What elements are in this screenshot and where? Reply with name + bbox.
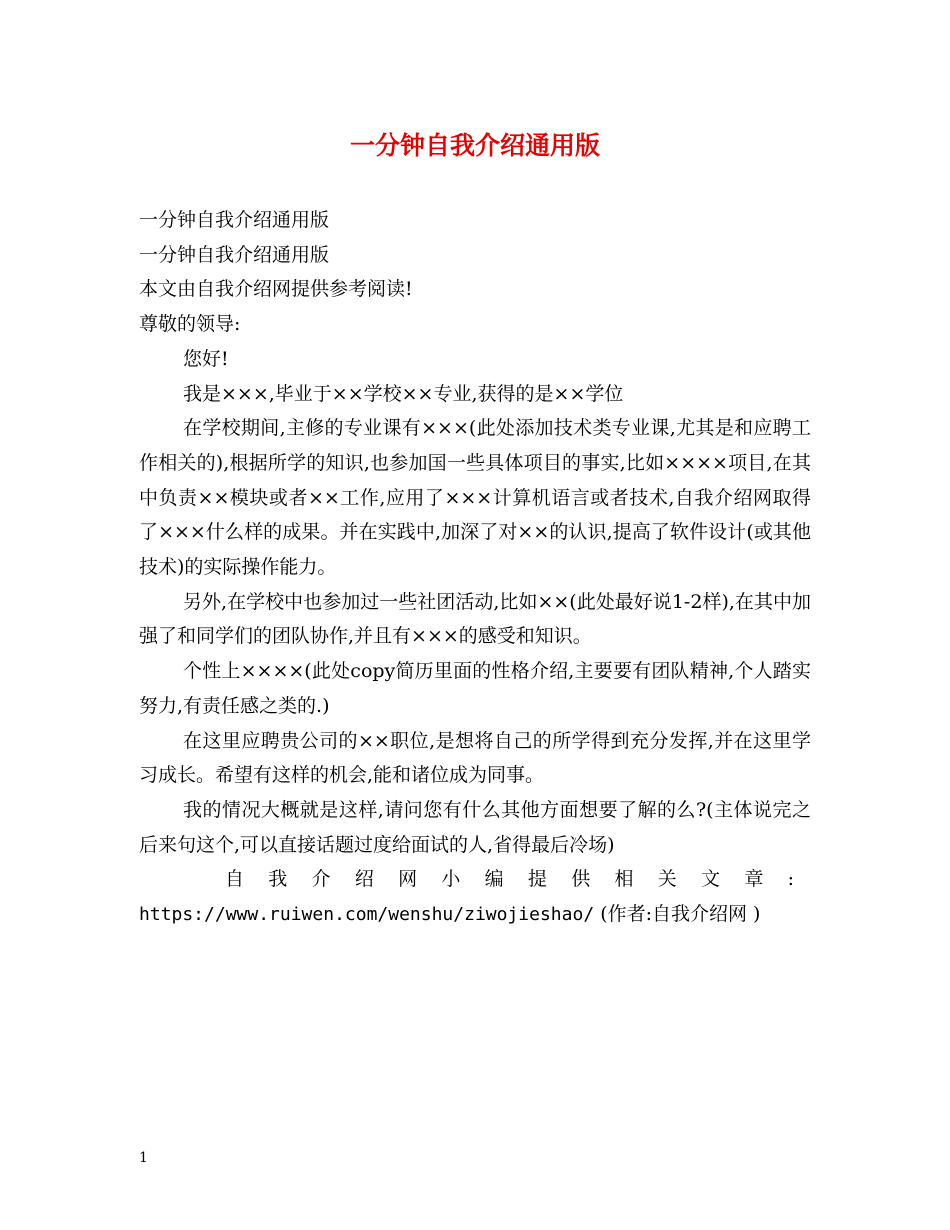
page-number: 1 <box>139 1150 148 1166</box>
source-label: 自我介绍网小编提供相关文章: <box>225 868 811 891</box>
paragraph-activities: 另外,在学校中也参加过一些社团活动,比如××(此处最好说1-2样),在其中加强了和同学们的团队协作,并且有×××的感受和知识。 <box>139 590 811 648</box>
paragraph-studies: 在学校期间,主修的专业课有×××(此处添加技术类专业课,尤其是和应聘工作相关的),根据所学的知识,也参加国一些具体项目的事实,比如××××项目,在其中负责××模块或者××工作,应用了×××计算机语言或者技术,自我介绍网取得了×××什么样的成果。并在实践中,加深了对××的认识,提高了软件设计(或其他技术)的实际操作能力。 <box>139 417 811 579</box>
intro-line: 本文由自我介绍网提供参考阅读! <box>139 278 413 301</box>
paragraph-goal: 在这里应聘贵公司的××职位,是想将自己的所学得到充分发挥,并在这里学习成长。希望有这样的机会,能和诸位成为同事。 <box>139 729 811 787</box>
source-author: (作者:自我介绍网 ) <box>600 903 761 926</box>
salutation: 尊敬的领导: <box>139 313 241 336</box>
paragraph-identity: 我是×××,毕业于××学校××专业,获得的是××学位 <box>183 382 624 405</box>
paragraph-greeting: 您好! <box>183 347 229 370</box>
paragraph-personality: 个性上××××(此处copy简历里面的性格介绍,主要要有团队精神,个人踏实努力,有责任感之类的.) <box>139 660 811 717</box>
intro-line: 一分钟自我介绍通用版 <box>139 209 330 231</box>
document-body <box>139 203 811 933</box>
paragraph-closing: 我的情况大概就是这样,请问您有什么其他方面想要了解的么?(主体说完之后来句这个,可以直接话题过度给面试的人,省得最后冷场) <box>139 798 811 856</box>
source-note <box>139 862 811 932</box>
page-title: 一分钟自我介绍通用版 <box>349 131 600 160</box>
source-link[interactable]: https://www.ruiwen.com/wenshu/ziwojieshao/ <box>139 904 595 926</box>
intro-line: 一分钟自我介绍通用版 <box>139 243 330 266</box>
